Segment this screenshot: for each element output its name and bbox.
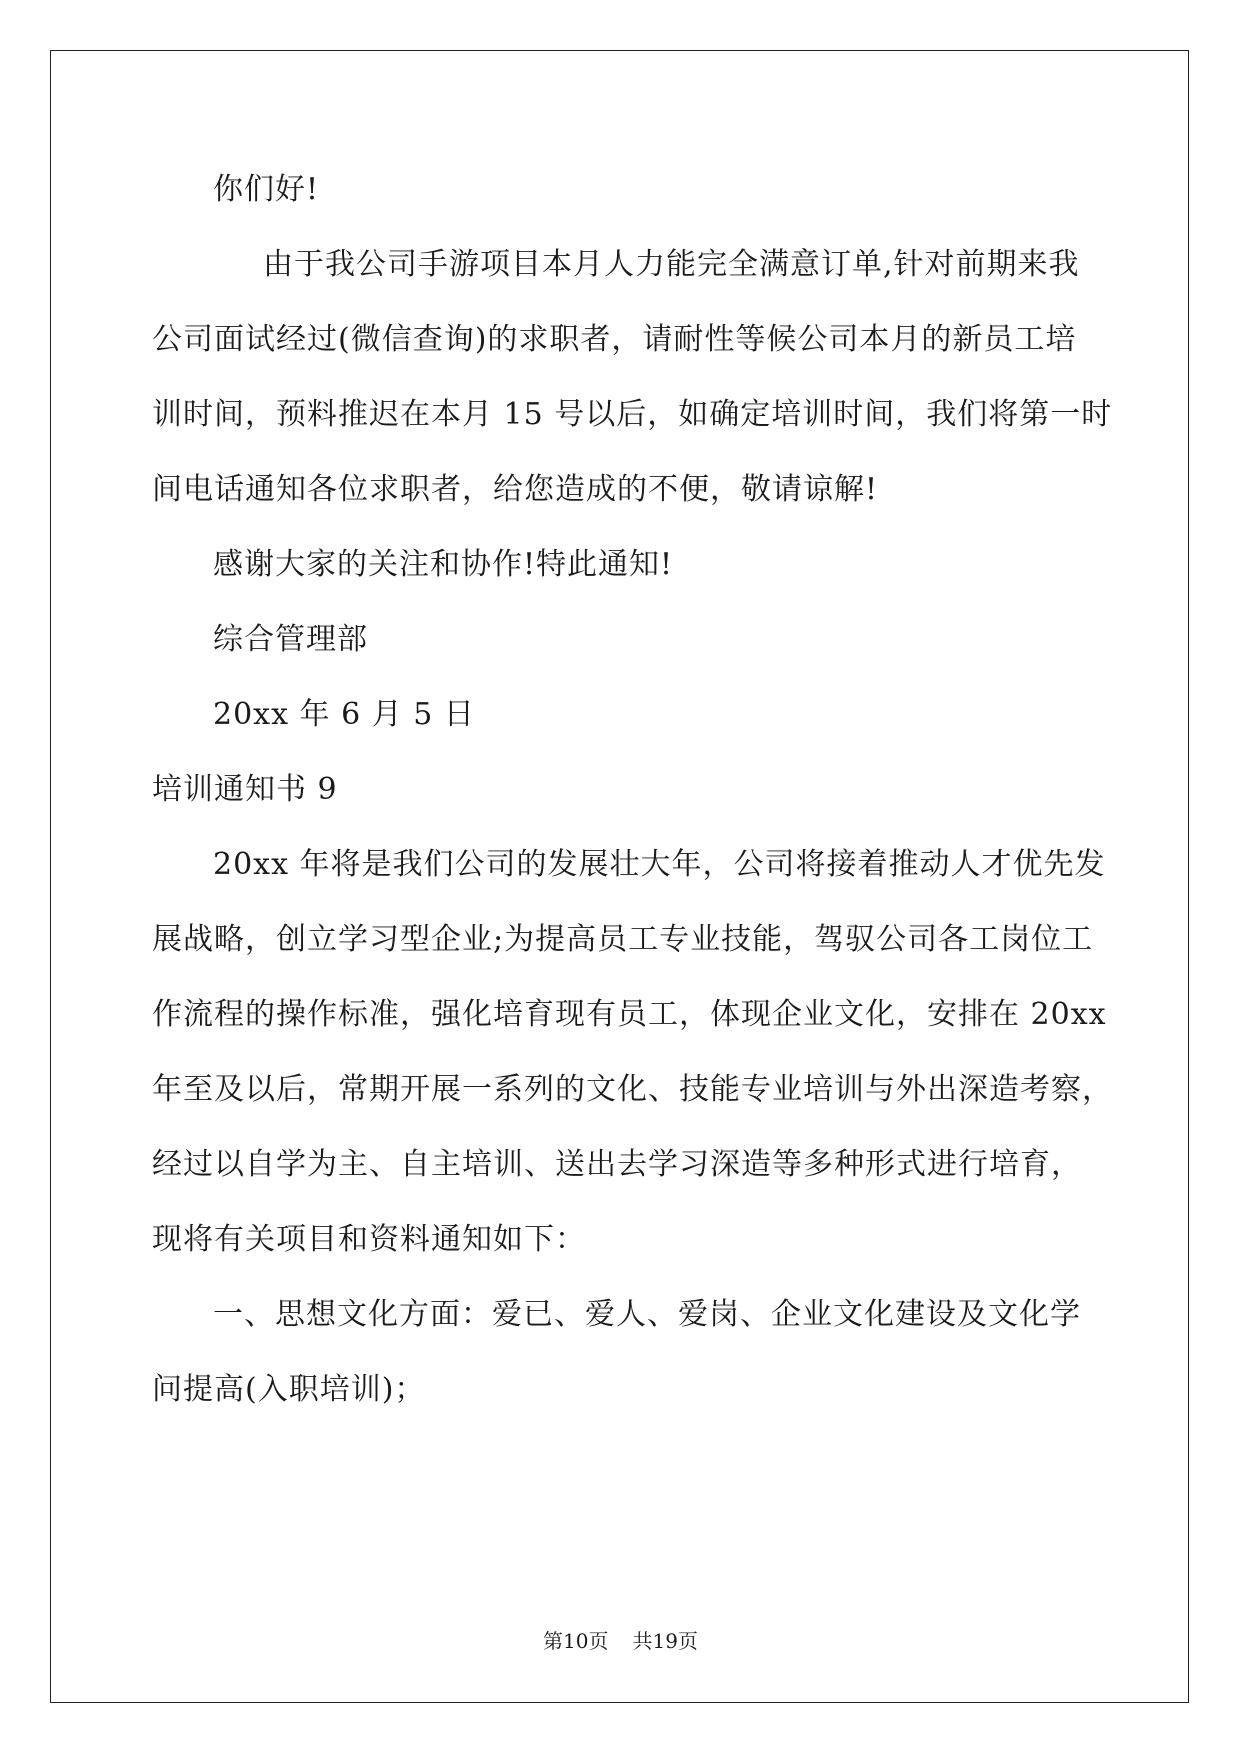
paragraph-line: 展战略，创立学习型企业;为提高员工专业技能，驾驭公司各工岗位工	[152, 922, 1094, 957]
section-title: 培训通知书 9	[152, 772, 338, 807]
page-total: 共19页	[632, 1629, 698, 1653]
signature-date: 20xx 年 6 月 5 日	[213, 697, 475, 732]
thanks-line: 感谢大家的关注和协作!特此通知!	[213, 547, 674, 582]
paragraph-line: 经过以自学为主、自主培训、送出去学习深造等多种形式进行培育，	[152, 1147, 1082, 1182]
paragraph-line: 由于我公司手游项目本月人力能完全满意订单,针对前期来我	[263, 247, 1080, 282]
page-footer	[0, 1628, 1241, 1654]
paragraph-line: 间电话通知各位求职者，给您造成的不便，敬请谅解!	[152, 472, 879, 507]
paragraph-line: 现将有关项目和资料通知如下：	[152, 1222, 586, 1257]
list-item-line: 一、思想文化方面：爱已、爱人、爱岗、企业文化建设及文化学	[213, 1297, 1081, 1332]
list-item-line: 问提高(入职培训)；	[152, 1372, 426, 1407]
page-number: 第10页	[543, 1629, 609, 1653]
paragraph-line: 20xx 年将是我们公司的发展壮大年，公司将接着推动人才优先发	[213, 847, 1106, 882]
greeting: 你们好!	[213, 172, 320, 207]
signature-department: 综合管理部	[213, 622, 368, 657]
paragraph-line: 年至及以后，常期开展一系列的文化、技能专业培训与外出深造考察，	[152, 1072, 1113, 1107]
paragraph-line: 作流程的操作标准，强化培育现有员工，体现企业文化，安排在 20xx	[152, 997, 1107, 1032]
paragraph-line: 公司面试经过(微信查询)的求职者，请耐性等候公司本月的新员工培	[152, 322, 1077, 357]
paragraph-line: 训时间，预料推迟在本月 15 号以后，如确定培训时间，我们将第一时	[152, 397, 1113, 432]
